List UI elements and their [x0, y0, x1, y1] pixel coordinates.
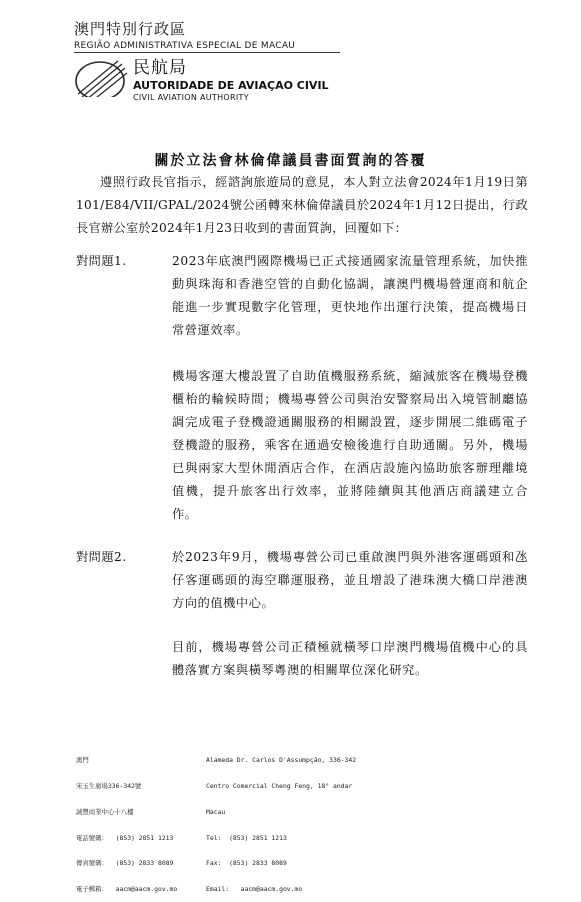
answer-label-2: 對問題2. [76, 550, 127, 564]
answer-2-paragraph-2: 目前，機場專營公司正積極就橫琴口岸澳門機場值機中心的具體落實方案與橫琴粵澳的相關單位深化研究。 [172, 640, 528, 677]
answer-label-1: 對問題1. [76, 254, 127, 268]
answer-2-paragraph-1: 於2023年9月，機場專營公司已重啟澳門與外港客運碼頭和氹仔客運碼頭的海空聯運服務，並且增設了港珠澳大橋口岸港澳方向的值機中心。 [172, 550, 528, 610]
footer-address-chinese [76, 739, 177, 902]
footer-email: 電子郵箱： aacm@aacm.gov.mo [76, 885, 178, 894]
footer-phone: 電話號碼： (853) 2851 1213 [76, 833, 174, 842]
footer-email: Email: aacm@aacm.gov.mo [206, 885, 303, 894]
footer-line: 澳門 [76, 756, 89, 765]
footer-address-portuguese [206, 739, 356, 902]
footer-line: Centro Comercial Cheng Feng, 18° andar [206, 781, 353, 790]
footer-line: 誠豐商業中心十八樓 [76, 807, 134, 816]
authority-block [133, 58, 329, 103]
authority-name-chinese: 民航局 [133, 58, 187, 78]
footer-phone: Tel: (853) 2851 1213 [206, 833, 287, 842]
gov-header [74, 20, 295, 52]
aviation-wing-logo-icon [72, 57, 128, 105]
footer-line: Alameda Dr. Carlos D'Assumpção, 336-342 [206, 756, 357, 765]
footer-line: Macau [206, 807, 226, 816]
document-title: 關於立法會林倫偉議員書面質詢的答覆 [154, 153, 427, 169]
footer-line: 宋玉生廣場336-342號 [76, 781, 142, 790]
intro-paragraph: 遵照行政長官指示，經諮詢旅遊局的意見，本人對立法會2024年1月19日第101/E84/VII/GPAL/2024號公函轉來林倫偉議員於2024年1月12日提出，行政長官辦公室於2024年1月23日收到的書面質詢，回覆如下： [76, 175, 528, 235]
authority-name-portuguese: AUTORIDADE DE AVIAÇAO CIVIL [133, 79, 329, 92]
gov-name-chinese: 澳門特別行政區 [74, 20, 187, 38]
footer-fax: Fax: (853) 2833 8089 [206, 859, 287, 868]
answer-1-paragraph-2: 機場客運大樓設置了自助值機服務系統，縮減旅客在機場登機櫃枱的輪候時間；機場專營公司與治安警察局出入境管制廳協調完成電子登機證通關服務的相關設置，逐步開展二維碼電子登機證的服務，乘客在通過安檢後進行自助通關。另外，機場已與兩家大型休閒酒店合作，在酒店設施內協助旅客辦理離境值機，提升旅客出行效率，並將陸續與其他酒店商議建立合作。 [172, 369, 528, 521]
gov-name-portuguese: REGIÃO ADMINISTRATIVA ESPECIAL DE MACAU [74, 41, 296, 51]
header-divider [74, 52, 340, 53]
answer-1-paragraph-1: 2023年底澳門國際機場已正式接通國家流量管理系統，加快推動與珠海和香港空管的自動化協調，讓澳門機場營運商和航企能進一步實現數字化管理，更快地作出運行決策，提高機場日常營運效率。 [172, 254, 528, 337]
footer-fax: 傳真號碼： (853) 2833 8089 [76, 859, 174, 868]
authority-name-english: CIVIL AVIATION AUTHORITY [133, 93, 249, 102]
